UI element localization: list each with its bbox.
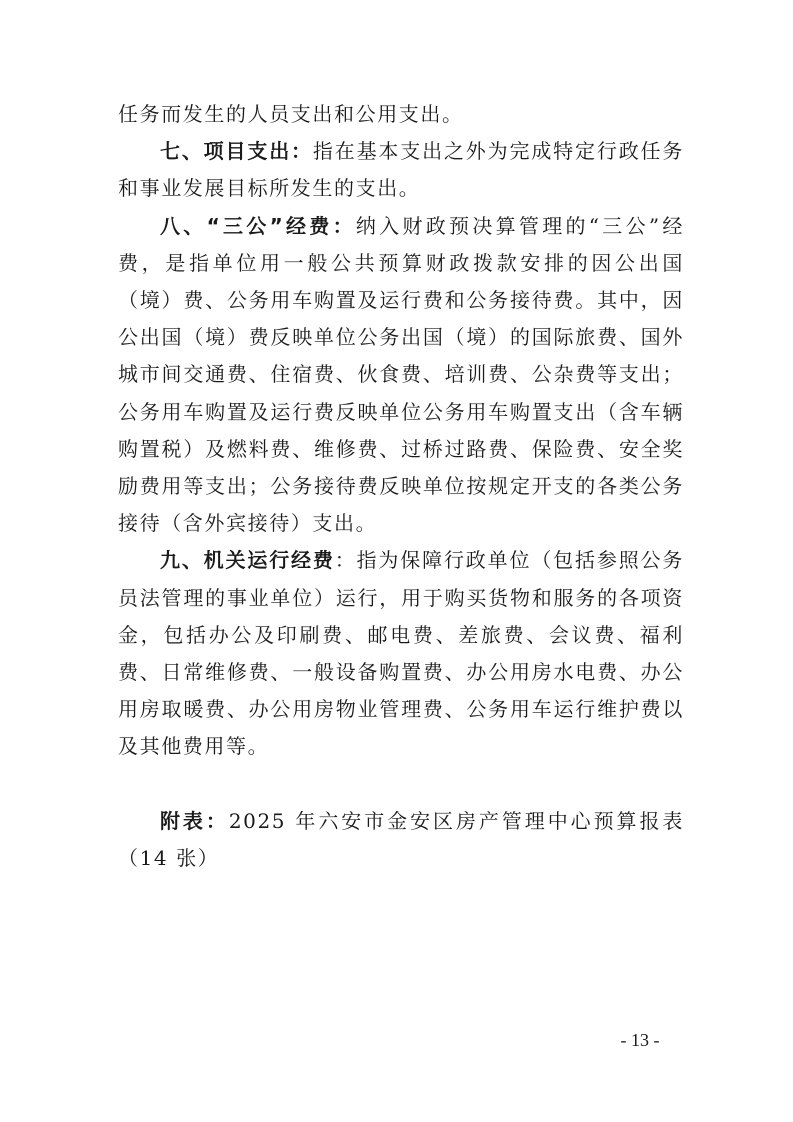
paragraph-heading: 七、项目支出： xyxy=(160,139,313,164)
paragraph-text: 指在基本支出之外为完成特定行政任务和事业发展目标所发生的支出。 xyxy=(118,139,684,201)
paragraph-project-expenditure xyxy=(118,133,684,207)
paragraph-text: ：指为保障行政单位（包括参照公务员法管理的事业单位）运行，用于购买货物和服务的各项资金，包括办公及印刷费、邮电费、差旅费、会议费、福利费、日常维修费、一般设备购置费、办公用房水电费、办公用房取暖费、办公用房物业管理费、公务用车运行维护费以及其他费用等。 xyxy=(118,548,684,759)
paragraph-heading: 九、机关运行经费 xyxy=(160,548,335,573)
page-number: - 13 - xyxy=(620,1030,660,1050)
attachment-text: 2025 年六安市金安区房产管理中心预算报表（14 张） xyxy=(118,808,684,870)
paragraph-continuation xyxy=(118,96,684,133)
paragraph-gap xyxy=(118,766,684,803)
paragraph-text: 任务而发生的人员支出和公用支出。 xyxy=(118,102,464,126)
paragraph-text: 纳入财政预决算管理的“三公”经费，是指单位用一般公共预算财政拨款安排的因公出国（境）费、公务用车购置及运行费和公务接待费。其中，因公出国（境）费反映单位公务出国（境）的国际旅费、国外城市间交通费、住宿费、伙食费、培训费、公杂费等支出；公务用车购置及运行费反映单位公务用车购置支出（含车辆购置税）及燃料费、维修费、过桥过路费、保险费、安全奖励费用等支出；公务接待费反映单位按规定开支的各类公务接待（含外宾接待）支出。 xyxy=(118,213,684,536)
attachment-note xyxy=(118,803,684,877)
paragraph-operating-expenses xyxy=(118,542,684,765)
paragraph-three-public-expenses xyxy=(118,208,684,543)
attachment-heading: 附表： xyxy=(160,808,229,833)
document-body xyxy=(118,96,684,877)
paragraph-heading: 八、“三公”经费： xyxy=(160,213,356,238)
